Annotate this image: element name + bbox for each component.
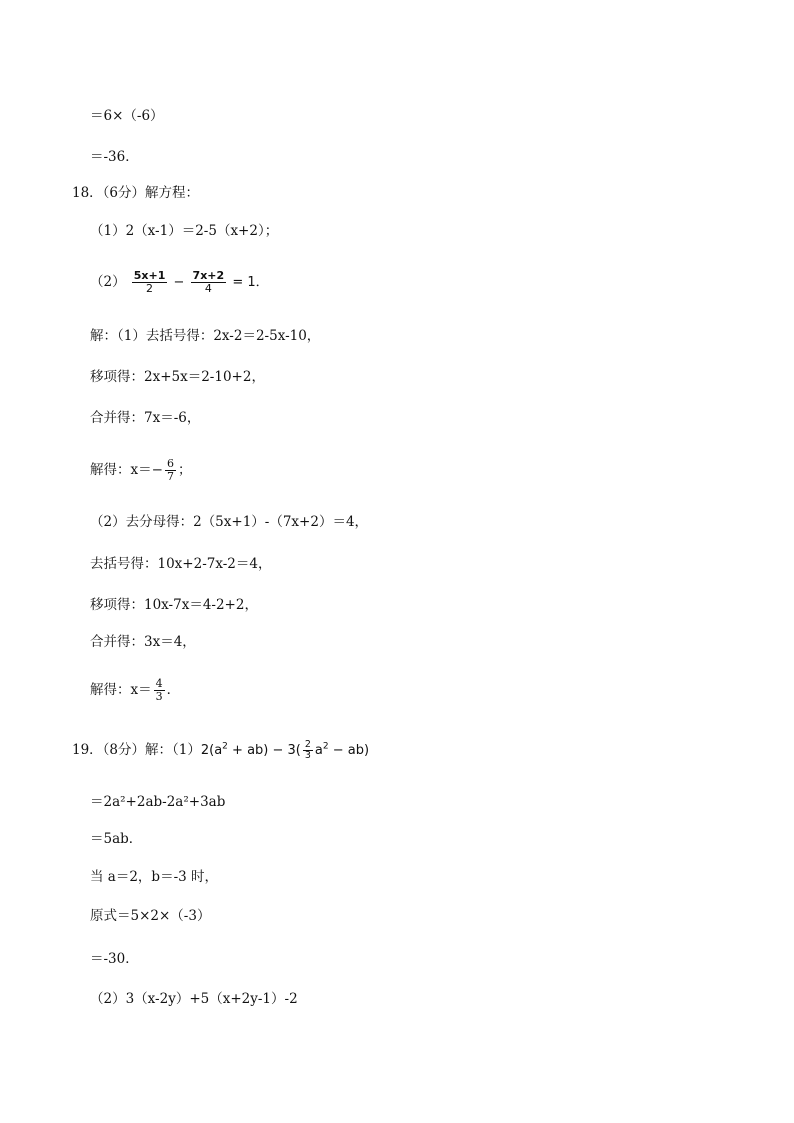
line-step: ＝-36． bbox=[90, 149, 139, 165]
solution-step: 合并得：3x＝4， bbox=[90, 634, 196, 650]
solution-step: 原式＝5×2×（-3） bbox=[90, 908, 211, 924]
solution-step: （2）去分母得：2（5x+1）-（7x+2）＝4， bbox=[90, 514, 369, 530]
solution-step: 移项得：10x-7x＝4-2+2， bbox=[90, 597, 258, 613]
solution-step: 去括号得：10x+2-7x-2＝4， bbox=[90, 556, 272, 572]
question-19-part-2: （2）3（x-2y）+5（x+2y-1）-2 bbox=[90, 991, 298, 1007]
question-18-part-2 bbox=[90, 270, 269, 295]
solution-step: ＝5ab． bbox=[90, 831, 143, 847]
solution-step: 合并得：7x＝-6， bbox=[90, 410, 201, 426]
solution-step: 当 a＝2，b＝-3 时， bbox=[90, 869, 219, 885]
equals-one: = 1． bbox=[232, 275, 269, 290]
fraction: $\frac{4}{3}$ bbox=[155, 677, 163, 703]
fraction: $\frac{2}{3}$ bbox=[304, 739, 311, 761]
solution-step: 解：（1）去括号得：2x-2＝2-5x-10， bbox=[90, 328, 321, 344]
question-18-heading: 18．（6分）解方程： bbox=[72, 185, 200, 201]
question-18-part-1: （1）2（x-1）＝2-5（x+2）； bbox=[90, 223, 279, 239]
part-label: （2） bbox=[90, 274, 126, 290]
solution-step: ＝2a²+2ab-2a²+3ab bbox=[90, 794, 226, 810]
minus-sign: − bbox=[173, 275, 185, 290]
fraction: $\frac{6}{7}$ bbox=[166, 457, 174, 483]
solution-step: ＝-30． bbox=[90, 951, 139, 967]
solution-step: 解得：x＝− $\frac{6}{7}$ ； bbox=[90, 457, 192, 483]
question-19-heading: 19．（8分）解：$(1)2(a^2 + ab) - 3$( $\frac{2}{3}$ $a^2 - ab$) bbox=[72, 739, 370, 761]
fraction: $\frac{7x+2}{4}$ bbox=[192, 269, 225, 295]
fraction: $\frac{5x+1}{2}$ bbox=[133, 269, 166, 295]
solution-step: 解得：x＝ $\frac{4}{3}$ ． bbox=[90, 677, 181, 703]
line-step: ＝6×（-6） bbox=[90, 108, 164, 124]
solution-step: 移项得：2x+5x＝2-10+2， bbox=[90, 369, 265, 385]
